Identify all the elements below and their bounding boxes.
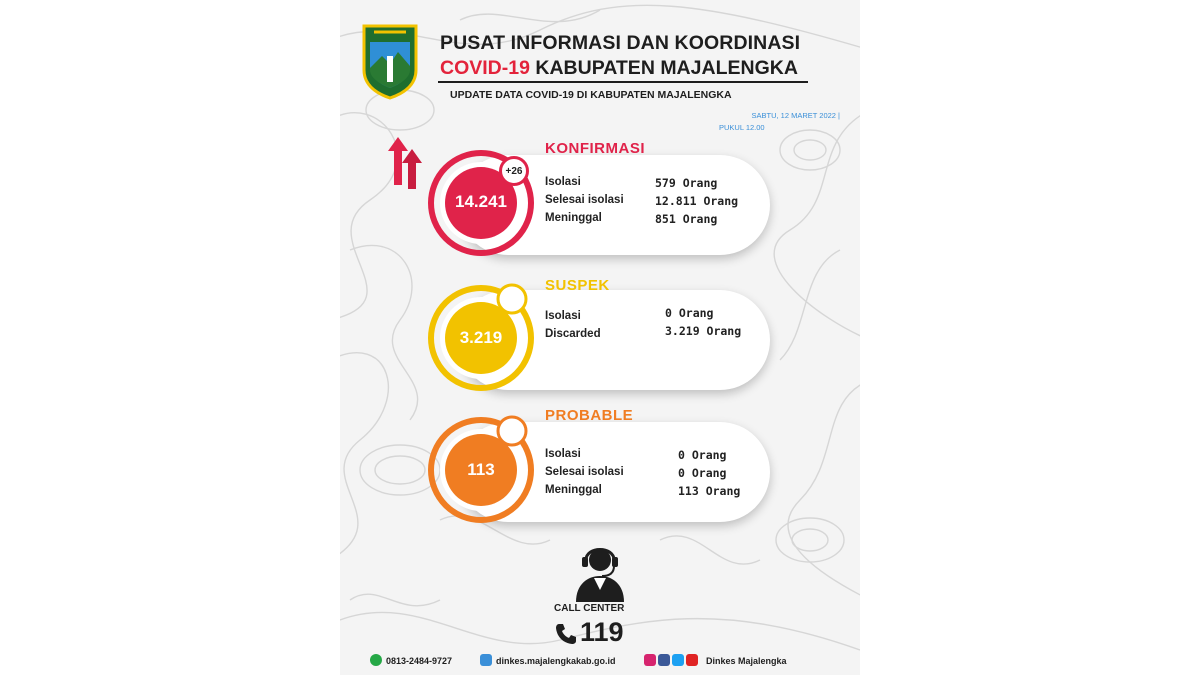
twitter-icon: [672, 654, 684, 666]
footer-whatsapp: 0813-2484-9727: [386, 656, 453, 666]
majalengka-crest-logo: [360, 22, 420, 100]
header-subtitle: UPDATE DATA COVID-19 DI KABUPATEN MAJALENGKA: [450, 89, 732, 101]
footer-social: Dinkes Majalengka: [706, 656, 787, 666]
double-up-arrow-icon: [384, 133, 426, 191]
probable-row-label: Isolasi: [545, 448, 581, 460]
call-center-agent-icon: [570, 536, 630, 604]
konfirmasi-row-label: Isolasi: [545, 176, 581, 188]
header-title-line1: PUSAT INFORMASI DAN KOORDINASI: [440, 32, 801, 54]
suspek-total: 3.219: [459, 328, 503, 347]
konfirmasi-row-value: 579 Orang: [655, 176, 718, 190]
suspek-row-label: Discarded: [545, 328, 601, 340]
regency-label: KABUPATEN MAJALENGKA: [535, 57, 798, 79]
konfirmasi-increase-badge: +26: [499, 156, 529, 186]
call-center-number: 119: [580, 617, 624, 647]
suspek-title: SUSPEK: [545, 277, 610, 294]
probable-row-value: 0 Orang: [678, 466, 727, 480]
suspek-row-label: Isolasi: [545, 310, 581, 322]
instagram-icon: [644, 654, 656, 666]
header-title-line2: [440, 57, 798, 80]
facebook-icon: [658, 654, 670, 666]
youtube-icon: [686, 654, 698, 666]
konfirmasi-total: 14.241: [455, 192, 507, 211]
konfirmasi-row-value: 851 Orang: [655, 212, 718, 226]
footer-website: dinkes.majalengkakab.go.id: [496, 656, 616, 666]
suspek-row-value: 0 Orang: [665, 306, 714, 320]
probable-row-value: 0 Orang: [678, 448, 727, 462]
probable-row-value: 113 Orang: [678, 484, 741, 498]
probable-total: 113: [467, 460, 495, 479]
suspek-row-value: 3.219 Orang: [665, 324, 742, 338]
konfirmasi-row-label: Selesai isolasi: [545, 194, 624, 206]
web-icon: [480, 654, 492, 666]
update-time: PUKUL 12.00: [719, 123, 765, 132]
infographic-poster: [340, 0, 860, 675]
covid-label: COVID-19: [440, 57, 530, 79]
call-center-label: CALL CENTER: [554, 603, 625, 614]
probable-row-label: Selesai isolasi: [545, 466, 624, 478]
phone-icon: [554, 622, 578, 646]
title-divider: [438, 81, 808, 83]
probable-title: PROBABLE: [545, 407, 634, 424]
update-date: SABTU, 12 MARET 2022 |: [751, 111, 840, 120]
konfirmasi-row-label: Meninggal: [545, 212, 602, 224]
konfirmasi-title: KONFIRMASI: [545, 140, 645, 157]
konfirmasi-row-value: 12.811 Orang: [655, 194, 739, 208]
probable-row-label: Meninggal: [545, 484, 602, 496]
whatsapp-icon: [370, 654, 382, 666]
